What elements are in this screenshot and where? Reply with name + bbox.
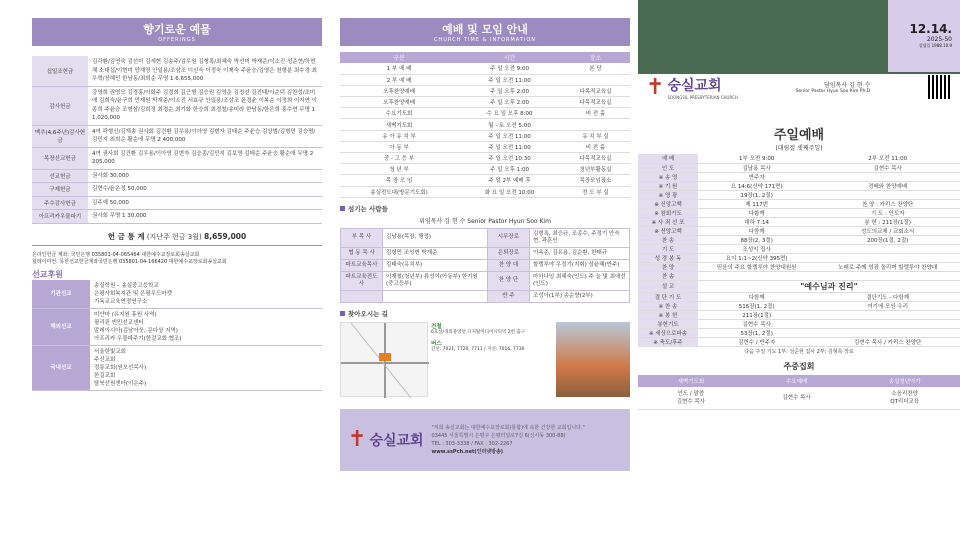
church-name-en: SOONGSIL PRESBYTERIAN CHURCH — [667, 94, 738, 100]
map-image — [340, 322, 428, 397]
schedule-cell: 2 부 예 배 — [340, 74, 458, 85]
servant-role-2: 시무장로 — [487, 228, 529, 247]
schedule-cell: 청 년 부 — [340, 164, 458, 175]
footer-line-2: 03445 서울특별시 은평구 은평터널로7길 6(신사동 300-88) — [431, 432, 566, 439]
schedule-cell: 수요기도회 — [340, 108, 458, 119]
worship-item: 인 도 — [638, 163, 698, 172]
total-sub: (지난주 헌금 3월) — [146, 232, 202, 241]
directions-area — [340, 322, 630, 397]
servant-names-2: 할렐루야 우정기(지휘) 성윤혜(반주) — [529, 259, 629, 271]
mission-table — [32, 280, 322, 391]
schedule-cell: 유 치 부 실 — [561, 130, 630, 141]
church-photo — [556, 322, 630, 397]
schedule-cell: 오후찬양예배 — [340, 85, 458, 96]
mission-list: 미얀마 (유지원 휴원 사역) 필리핀 빈민선교센터 말레이시아(김남아웃, 문다상 지역) 아프리카 우물파주기(한걸교회 협조) — [90, 308, 322, 345]
worship-row — [638, 271, 960, 280]
servant-row — [341, 290, 630, 302]
worship-item: 찬 송 — [638, 271, 698, 280]
offering-donors: 4여 권사회 김건환 김우용/이아영 김변자 김승종/김민지 김보영 김태순 주윤승 활순애 무명 2 205,000 — [88, 147, 322, 169]
schedule-column — [340, 18, 630, 471]
schedule-header: 장소 — [561, 52, 630, 63]
servants-table — [340, 228, 630, 303]
schedule-cell: 전 도 부 실 — [561, 186, 630, 197]
worship-part-2: 성도의교제 / 교회소식 — [815, 226, 960, 235]
mission-title: 선교후원 — [32, 269, 63, 279]
servant-role-2: 찬 양 대 — [487, 259, 529, 271]
bulletin-date — [909, 22, 952, 49]
offering-row — [32, 196, 322, 210]
worship-item: ※ 기 원 — [638, 181, 698, 190]
worship-part-1: 516장(1, 2절) — [698, 301, 815, 310]
worship-row — [638, 262, 960, 271]
worship-row — [638, 292, 960, 301]
offering-donors: 권사회 30,000 — [88, 169, 322, 183]
bullet-icon — [340, 311, 345, 316]
offering-donors: 김각환/김연숙 김선미 김세현 김송주/김우원 김형록/최혜숙 박선미 박재준/이소진 성준현/하현채 소대섭/이현미 양재영 안일용/조삼조 이신숙 이정숙 이제숙 주윤승/김영은 천형분 최수경 최우혁/장혜민 한남동/최희순 무명 1 6,655,000 — [88, 56, 322, 86]
offering-donors: 강영희 권영모 김경홍/이화주 김경희 김근형 김승원 김영운 김정선 김진태/이순덕 김찬성/조미애 김희숙/윤구희 민재원 박재준/이소진 서효규 안일용/조삼조 윤경윤 이복순 이정희 이지연 이종희 주윤승 조형삼/김희정 최경순 최기화 한승희 최경철/송미라 한남동/한은희 홍수연 무명 1 1,020,000 — [88, 86, 322, 125]
footer-url[interactable]: www.ssPch.net(인터넷방송) — [431, 448, 504, 455]
schedule-row — [340, 85, 630, 96]
servant-role: 부 목 사 — [341, 228, 383, 247]
worship-item: 결 단 기 도 — [638, 292, 698, 301]
worship-row — [638, 328, 960, 337]
bus-info: 간선: 7021, 7720, 7711 / 지선: 7016, 7730 — [431, 347, 525, 353]
schedule-title: 예배 및 모임 안내 — [442, 23, 528, 36]
offerings-title: 향기로운 예물 — [143, 23, 211, 36]
worship-part-2: 김현수 목사 — [815, 163, 960, 172]
church-logo-main — [646, 75, 738, 100]
offering-type: 맥추(4,6주년)감사헌금 — [32, 125, 88, 147]
subway-info: 6호선/경의중앙선 디지털미디어시티역 2번 출구 — [431, 330, 526, 336]
worship-part-1: 요 14:6(신약 171면) — [698, 181, 815, 190]
schedule-cell: 비 전 홀 — [561, 108, 630, 119]
schedule-cell: 주 일 오전 10:30 — [458, 153, 561, 164]
worship-part-2 — [815, 253, 960, 262]
worship-title: 주일예배 — [773, 128, 825, 143]
schedule-row — [340, 175, 630, 186]
servant-names — [383, 290, 488, 302]
pastor-name-en: Senior Pastor Hyun Soo Kim Ph.D — [795, 89, 871, 94]
worship-part-1: 대하 7:14 — [698, 217, 815, 226]
worship-part-1 — [698, 271, 815, 280]
senior-pastor-line: 위임목사 김 현 수 Senior Pastor Hyun Soo Kim — [419, 217, 551, 225]
offering-type: 주수감사헌금 — [32, 196, 88, 210]
servant-names: 김남용(목장, 행정) — [383, 228, 488, 247]
worship-part-1: 김남용 목사 — [698, 163, 815, 172]
worship-row — [638, 154, 960, 163]
midweek-cell: 소음리찬양 QT리더교육 — [849, 387, 960, 410]
offering-donors: 김주예 50,000 — [88, 196, 322, 210]
worship-item: 기 도 — [638, 244, 698, 253]
church-name: 숭실교회 — [667, 77, 722, 94]
worship-row — [638, 310, 960, 319]
volume-text: 2025-50 — [926, 36, 952, 43]
schedule-cell: 다목적교육실 — [561, 85, 630, 96]
schedule-cell: 청년부활동실 — [561, 164, 630, 175]
offering-donors: 권사회 무명 1 30,000 — [88, 210, 322, 224]
offering-type: 구제헌금 — [32, 183, 88, 197]
worship-row — [638, 226, 960, 235]
schedule-cell: 주 일 2부 예배 후 — [458, 175, 561, 186]
worship-part-1: 211장(1절) — [698, 310, 815, 319]
servant-role-2: 찬 양 단 — [487, 271, 529, 290]
schedule-row — [340, 97, 630, 108]
worship-part-2: 결단기도 - 다함께 — [815, 292, 960, 301]
worship-row — [638, 244, 960, 253]
transit-info — [431, 322, 553, 397]
worship-row — [638, 181, 960, 190]
offering-type: 아프리카우물파기 — [32, 210, 88, 224]
servant-names-2: 조성아(1부) 송순향(2부) — [529, 290, 629, 302]
servant-role — [341, 290, 383, 302]
servant-names-2: 김형록, 최승규, 조종수, 주정기 안숙현, 곽혼인 — [529, 228, 629, 247]
servant-role-2: 은퇴장로 — [487, 247, 529, 259]
worship-item: ※ 신앙고백 — [638, 199, 698, 208]
mission-type: 기관선교 — [32, 280, 90, 309]
schedule-cell: 유 아 유 치 부 — [340, 130, 458, 141]
offerings-banner — [32, 18, 322, 46]
worship-item: 성 경 봉 독 — [638, 253, 698, 262]
schedule-cell: 오후찬양예배 — [340, 97, 458, 108]
worship-part-1: 88장(2, 3절) — [698, 235, 815, 244]
worship-row — [638, 235, 960, 244]
worship-row — [638, 319, 960, 328]
schedule-cell: 주 일 오후 1:00 — [458, 164, 561, 175]
worship-part-2: 경배와 찬양예배 — [815, 181, 960, 190]
offerings-column — [32, 18, 322, 391]
worship-item: 봉헌기도 — [638, 319, 698, 328]
schedule-cell: 다목적교육실 — [561, 97, 630, 108]
footer-line-3: TEL : 303-3338 / FAX : 302-2267 — [431, 440, 513, 447]
offering-type: 목장선교헌금 — [32, 147, 88, 169]
worship-part-1: 요이 1:1~2(신약 395면) — [698, 253, 815, 262]
schedule-cell: 새벽기도회 — [340, 119, 458, 130]
schedule-row — [340, 130, 630, 141]
schedule-row — [340, 186, 630, 197]
worship-part-1: 김현수 목사 — [698, 319, 815, 328]
worship-table — [638, 154, 960, 347]
worship-part-1: 다함께 — [698, 208, 815, 217]
worship-part-2: 2부 오전 11:00 — [815, 154, 960, 163]
total-label: 헌 금 통 계 — [107, 231, 145, 241]
servants-title: 섬기는 사람들 — [348, 204, 388, 213]
mission-list: 송실학원 – 송실중고등학교 은평사회복지관 및 은평무드마켓 기독교교육연정연구소 — [90, 280, 322, 309]
bus-label: 버스 — [431, 340, 442, 347]
logo-row — [638, 74, 960, 100]
schedule-cell: 아 동 부 — [340, 141, 458, 152]
schedule-cell: 주 일 오후 2:00 — [458, 85, 561, 96]
qr-code-icon[interactable] — [928, 75, 952, 99]
offering-row — [32, 86, 322, 125]
worship-part-1: 제 117번 — [698, 199, 815, 208]
worship-item: 설 교 — [638, 280, 698, 292]
worship-part-2: 김현수 목사 / 카리스 찬양단 — [815, 337, 960, 346]
servant-row — [341, 247, 630, 259]
worship-part-1: 믿음의 주요 할렐루야 찬양대원원 — [698, 262, 815, 271]
worship-row — [638, 280, 960, 292]
schedule-cell: 주 일 오전 11:00 — [458, 141, 561, 152]
account-line-1: 온라인헌금 계좌: 국민은행 035801-04-065464 대한예수교장로회송실교회 — [32, 251, 200, 258]
worship-part-2: 노래로 주께 영광 돌리며 할렐루야 찬양대 — [815, 262, 960, 271]
offering-row — [32, 147, 322, 169]
schedule-cell: 수 요 일 오후 8:00 — [458, 108, 561, 119]
schedule-cell: 비 전 홀 — [561, 141, 630, 152]
offering-donors: 4여 곽형신/김재송 권사회 김건환 김우용/이아영 김변자 김태순 주윤승 김상범/김형민 김승명/김민지 최희순 활순애 무명 2 400,000 — [88, 125, 322, 147]
cross-icon: ✝ — [646, 74, 665, 100]
schedule-cell: 주 일 오전 9:00 — [458, 63, 561, 74]
midweek-cell: 김현수 목사 — [744, 387, 850, 410]
worship-row — [638, 190, 960, 199]
worship-item: ※ 세상으로파송 — [638, 328, 698, 337]
worship-part-2: 여기에 모인 우리 — [815, 301, 960, 310]
schedule-cell: 월 - 토 오전 5:00 — [458, 119, 561, 130]
worship-part-1: "예수님과 진리" — [698, 280, 960, 292]
servant-names-2: 이옥준, 김유용, 김순환, 한태규 — [529, 247, 629, 259]
mission-row — [32, 308, 322, 345]
servant-role-2: 반 주 — [487, 290, 529, 302]
mission-list: 서울한빛교회 주신교회 정릉교회(원오선목사) 한길교회 탈북선원센터(이은주) — [90, 345, 322, 390]
offering-row — [32, 125, 322, 147]
worship-part-2: 200장(1절, 2절) — [815, 235, 960, 244]
schedule-row — [340, 119, 630, 130]
offering-row — [32, 56, 322, 86]
worship-item: 찬 양 — [638, 262, 698, 271]
offerings-table — [32, 56, 322, 224]
schedule-cell: 중 · 고 등 부 — [340, 153, 458, 164]
worship-part-2 — [815, 190, 960, 199]
pastor-info — [796, 80, 871, 94]
offering-type: 선교헌금 — [32, 169, 88, 183]
servant-row — [341, 271, 630, 290]
directions-heading — [340, 309, 630, 318]
offering-type: 감사헌금 — [32, 86, 88, 125]
offerings-subtitle: OFFERINGS — [158, 37, 196, 43]
mission-type: 국내선교 — [32, 345, 90, 390]
worship-item: ※ 송 영 — [638, 172, 698, 181]
worship-part-2: 찬 양 : 카리스 찬양단 — [815, 199, 960, 208]
worship-part-1: 1부 오전 9:00 — [698, 154, 815, 163]
offering-type: 십일조헌금 — [32, 56, 88, 86]
schedule-header: 시간 — [458, 52, 561, 63]
founded-text: 창립일 1988.10.9 — [918, 43, 952, 48]
worship-row — [638, 163, 960, 172]
date-text: 12.14. — [909, 22, 952, 36]
worship-item: ※ 축도/후주 — [638, 337, 698, 346]
total-value: 8,659,000 — [204, 231, 247, 241]
worship-item: ※ 찬 송 — [638, 301, 698, 310]
servant-role: 협 동 목 사 — [341, 247, 383, 259]
worship-row — [638, 199, 960, 208]
schedule-banner — [340, 18, 630, 46]
schedule-cell: 목장모임장소 — [561, 175, 630, 186]
worship-row — [638, 301, 960, 310]
schedule-row — [340, 74, 630, 85]
mission-row — [32, 345, 322, 390]
worship-part-1: 김현수 / 반주자 — [698, 337, 815, 346]
schedule-cell: 다목적교육실 — [561, 153, 630, 164]
worship-row — [638, 253, 960, 262]
midweek-table — [638, 375, 960, 410]
servant-names-2: 마하나임 최혜숙(인도) 주 늘 빛 최애선(인도) — [529, 271, 629, 290]
midweek-row — [638, 387, 960, 410]
schedule-cell: 화 요 일 오전 10:00 — [458, 186, 561, 197]
church-footer — [340, 409, 630, 471]
worship-row — [638, 337, 960, 346]
schedule-table — [340, 52, 630, 198]
schedule-cell: 주 일 오전 11:00 — [458, 130, 561, 141]
mission-type: 해외선교 — [32, 308, 90, 345]
worship-part-1: 다함께 — [698, 226, 815, 235]
bullet-icon — [340, 206, 345, 211]
subway-label: 전철 — [431, 323, 442, 330]
worship-row — [638, 208, 960, 217]
worship-item: 찬 송 — [638, 235, 698, 244]
worship-part-2 — [815, 271, 960, 280]
offering-total — [32, 228, 322, 246]
schedule-cell: 송실전도대(방문기도회) — [340, 186, 458, 197]
schedule-row — [340, 63, 630, 74]
logo-name: 숭실교회 — [369, 432, 424, 449]
servants-heading — [340, 204, 630, 213]
servant-row — [341, 259, 630, 271]
schedule-cell: 주 일 오전 11:00 — [458, 74, 561, 85]
footer-line-1: "저희 송실교회는 대한예수교장로회(통합)에 속한 건강한 교회입니다." — [431, 424, 585, 431]
schedule-row — [340, 153, 630, 164]
account-info — [32, 252, 322, 266]
servant-names: 김태숙(유치부) — [383, 259, 488, 271]
servant-names: 김형민 조성현 박재준 — [383, 247, 488, 259]
worship-part-2 — [815, 172, 960, 181]
schedule-row — [340, 108, 630, 119]
map-icon — [341, 323, 429, 398]
worship-heading — [638, 124, 960, 152]
servant-role: 파트교육목사 — [341, 259, 383, 271]
directions-title: 찾아오시는 길 — [348, 309, 388, 318]
worship-part-1: 반주자 — [698, 172, 815, 181]
worship-part-2 — [815, 319, 960, 328]
worship-part-2: 기 도 : 인도자 — [815, 208, 960, 217]
church-logo — [348, 427, 424, 452]
footer-text — [432, 424, 585, 456]
schedule-row — [340, 164, 630, 175]
worship-item: ※ 신앙고백 — [638, 226, 698, 235]
worship-column — [638, 0, 960, 410]
mission-row — [32, 280, 322, 309]
worship-item: ※ 봉 헌 — [638, 310, 698, 319]
worship-part-2 — [815, 244, 960, 253]
worship-part-2 — [815, 310, 960, 319]
schedule-cell: 주 일 오후 2:00 — [458, 97, 561, 108]
midweek-header: 새벽기도회 — [638, 375, 744, 387]
worship-row — [638, 217, 960, 226]
account-line-2: 힐레이미언: 목한선교헌금계좌국민은행 035801-04-166420 대한예수교장로회송실교회 — [32, 258, 227, 265]
servant-names: 이재철(청년부) 류성이(아동부) 한기원(중고등부) — [383, 271, 488, 290]
next-week-notice: 다음 주일 기도 1부: 성준현 집사 2부: 김형록 장로 — [744, 348, 854, 355]
worship-part-1: 다함께 — [698, 292, 815, 301]
cross-icon: ✝ — [348, 427, 367, 453]
worship-part-2 — [815, 328, 960, 337]
worship-item: 예 배 — [638, 154, 698, 163]
servant-role: 파트교육전도사 — [341, 271, 383, 290]
schedule-cell: 1 부 예 배 — [340, 63, 458, 74]
worship-row — [638, 172, 960, 181]
midweek-cell: 인도 / 말씀 김현수 목사 — [638, 387, 744, 410]
offering-row — [32, 183, 322, 197]
schedule-cell: 본 당 — [561, 63, 630, 74]
worship-part-2: 봉 헌 : 211장(1절) — [815, 217, 960, 226]
worship-item: ※ 참회기도 — [638, 208, 698, 217]
pastor-name: 담임목사 김 현 수 — [823, 82, 871, 89]
worship-part-1: 53장(1, 2절) — [698, 328, 815, 337]
schedule-row — [340, 141, 630, 152]
schedule-cell — [561, 119, 630, 130]
worship-part-1: 19장(1, 2절) — [698, 190, 815, 199]
worship-subtitle: (대림절 셋째주일) — [775, 145, 823, 152]
midweek-header: 송실청년아가 — [849, 375, 960, 387]
schedule-cell — [561, 74, 630, 85]
schedule-header: 구분 — [340, 52, 458, 63]
worship-part-1: 조성익 집사 — [698, 244, 815, 253]
offering-row — [32, 169, 322, 183]
schedule-subtitle: CHURCH TIME & INFORMATION — [433, 37, 537, 43]
offering-row — [32, 210, 322, 224]
schedule-cell: 목 장 모 임 — [340, 175, 458, 186]
offering-donors: 김현수/윤은정 50,000 — [88, 183, 322, 197]
midweek-header: 수요예배 — [744, 375, 850, 387]
worship-item: ※ 사 죄 선 포 — [638, 217, 698, 226]
midweek-title: 주중집회 — [783, 361, 815, 371]
worship-item: ※ 영 광 — [638, 190, 698, 199]
servant-row — [341, 228, 630, 247]
